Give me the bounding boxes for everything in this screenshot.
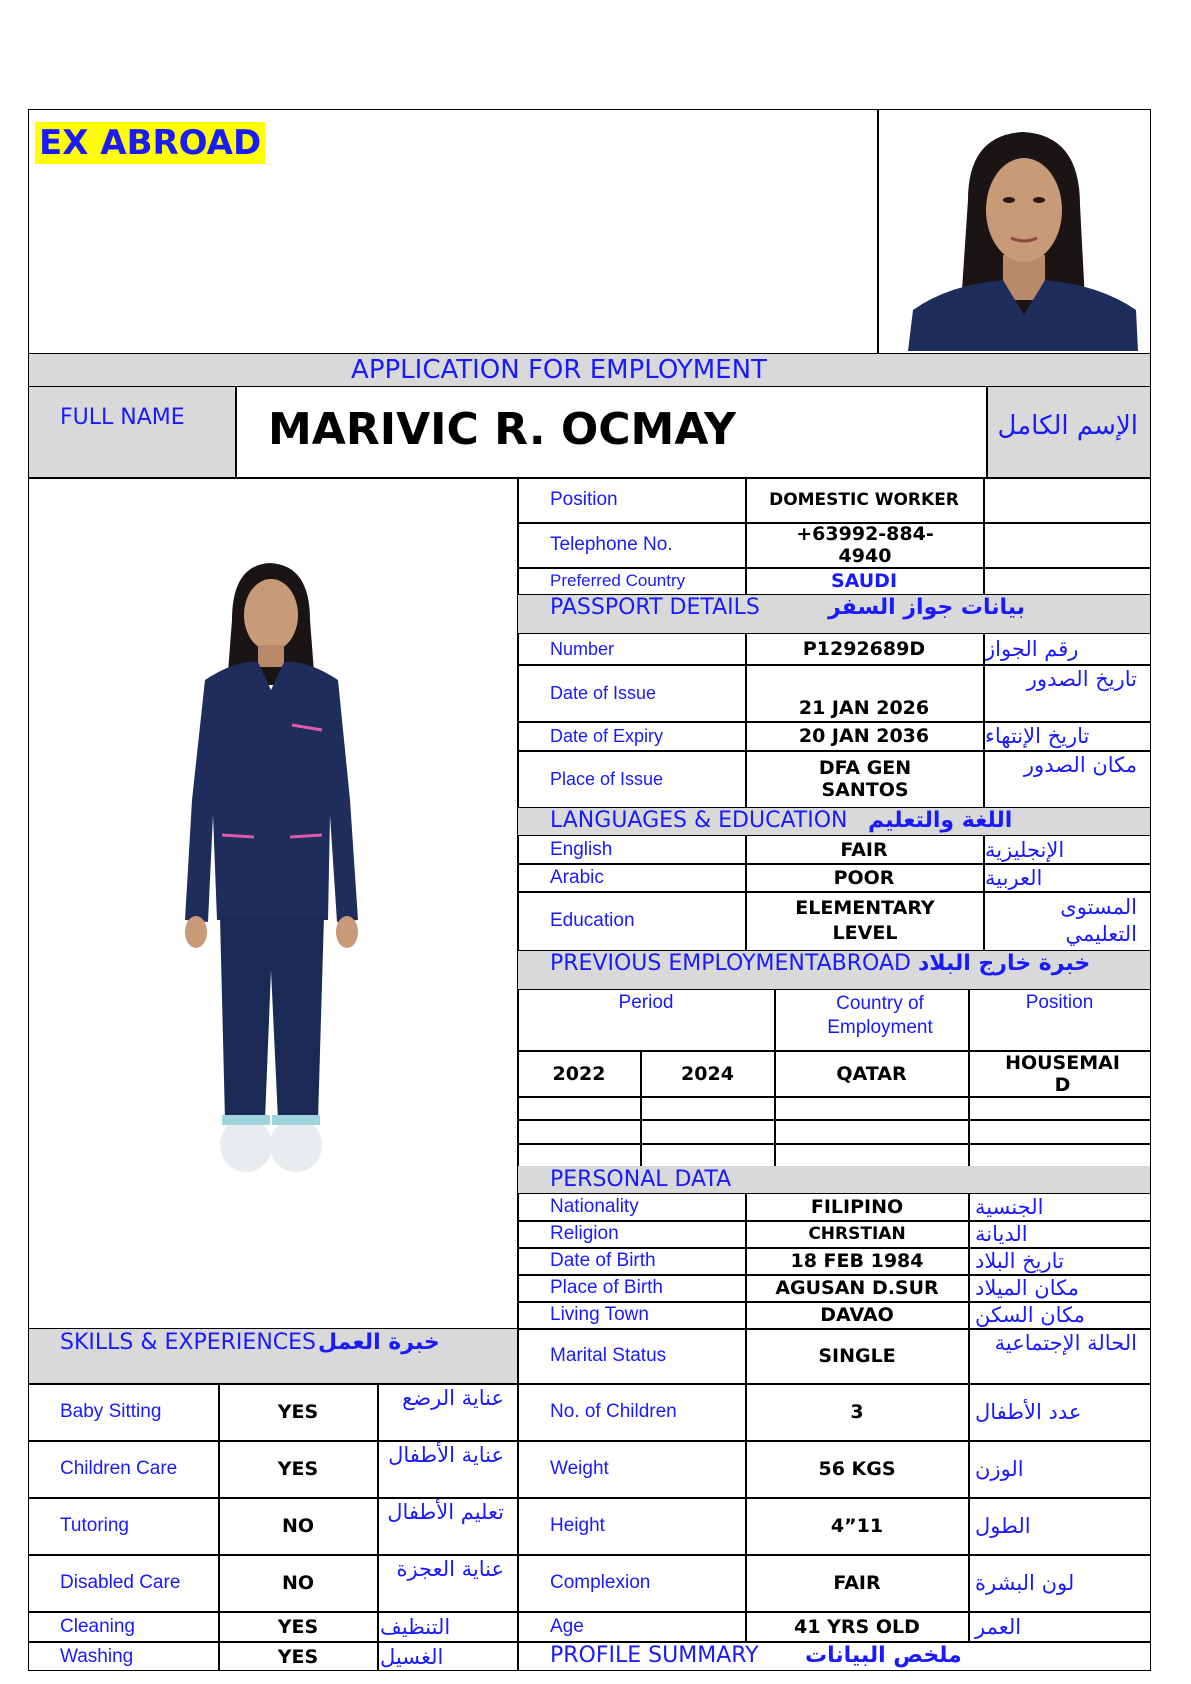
skill-tutoring-value: NO (281, 1515, 315, 1537)
education-value: ELEMENTARY LEVEL (795, 897, 935, 944)
complexion-ar: لون البشرة (975, 1571, 1075, 1595)
nationality-ar: الجنسية (975, 1195, 1044, 1219)
education-ar: المستوى التعليمي (1060, 895, 1137, 946)
skill-baby-sitting-value: YES (277, 1401, 319, 1423)
no-of-children-ar: عدد الأطفال (975, 1400, 1082, 1424)
skill-disabled-care-label: Disabled Care (60, 1572, 181, 1593)
passport-number-value: P1292689D (802, 638, 926, 660)
skill-washing-label: Washing (60, 1645, 134, 1667)
skill-disabled-care-ar: عناية العجزة (396, 1557, 504, 1581)
languages-section-title: LANGUAGES & EDUCATION (550, 808, 848, 833)
position-label: Position (550, 489, 618, 510)
telephone-value: +63992-884-4940 (796, 523, 934, 567)
marital-status-value: SINGLE (818, 1345, 896, 1367)
country-header: Country of Employment (827, 993, 933, 1038)
full-name-ar: الإسم الكامل (997, 411, 1138, 441)
date-of-expiry-ar: تاريخ الإنتهاء (985, 724, 1090, 748)
skill-cleaning-value: YES (277, 1615, 319, 1638)
profile-summary-title: PROFILE SUMMARY (550, 1643, 759, 1668)
date-of-expiry-value: 20 JAN 2036 (798, 725, 930, 747)
living-town-ar: مكان السكن (975, 1303, 1085, 1327)
preferred-country-label: Preferred Country (550, 571, 686, 590)
nationality-value: FILIPINO (810, 1196, 904, 1218)
place-of-issue-ar: مكان الصدور (1023, 753, 1137, 777)
height-label: Height (550, 1515, 605, 1536)
place-of-birth-ar: مكان الميلاد (975, 1276, 1079, 1300)
skill-baby-sitting-label: Baby Sitting (60, 1401, 162, 1422)
skill-tutoring-label: Tutoring (60, 1515, 129, 1536)
skills-section-title: SKILLS & EXPERIENCES (60, 1330, 316, 1355)
passport-section-title-ar: بيانات جواز السفر (828, 595, 1026, 620)
skill-children-care-value: YES (277, 1458, 319, 1480)
languages-section-title-ar: اللغة والتعليم (868, 808, 1013, 833)
skill-tutoring-ar: تعليم الأطفال (387, 1500, 504, 1524)
previous-employment-title-ar: خبرة خارج البلاد (918, 951, 1091, 976)
no-of-children-label: No. of Children (550, 1401, 677, 1422)
telephone-label: Telephone No. (550, 534, 673, 555)
skill-baby-sitting-ar: عناية الرضع (402, 1386, 504, 1410)
skill-washing-value: YES (277, 1645, 319, 1668)
date-of-birth-value: 18 FEB 1984 (790, 1250, 924, 1272)
english-value: FAIR (840, 838, 888, 861)
weight-ar: الوزن (975, 1457, 1024, 1481)
skill-washing-ar: الغسيل (380, 1644, 444, 1669)
marital-status-ar: الحالة الإجتماعية (994, 1331, 1137, 1355)
living-town-label: Living Town (550, 1304, 649, 1325)
prev-position: HOUSEMAID (1005, 1051, 1120, 1096)
place-of-issue-label: Place of Issue (550, 768, 664, 789)
skill-disabled-care-value: NO (281, 1572, 315, 1594)
prev-from-year: 2022 (552, 1062, 606, 1085)
headshot-photo (908, 120, 1138, 351)
nationality-label: Nationality (550, 1196, 639, 1217)
living-town-value: DAVAO (820, 1304, 894, 1326)
complexion-value: FAIR (833, 1572, 881, 1594)
personal-data-title: PERSONAL DATA (550, 1167, 732, 1192)
date-of-birth-ar: تاريخ البلاد (975, 1249, 1064, 1273)
english-label: English (550, 838, 613, 860)
date-of-expiry-label: Date of Expiry (550, 725, 664, 746)
prev-country: QATAR (836, 1062, 907, 1085)
form-title: APPLICATION FOR EMPLOYMENT (351, 355, 767, 385)
place-of-birth-value: AGUSAN D.SUR (775, 1277, 939, 1299)
english-ar: الإنجليزية (985, 837, 1065, 862)
date-of-issue-label: Date of Issue (550, 682, 657, 703)
date-of-birth-label: Date of Birth (550, 1250, 656, 1271)
skill-children-care-ar: عناية الأطفال (388, 1443, 504, 1467)
age-label: Age (550, 1615, 584, 1637)
position-header: Position (1025, 992, 1094, 1013)
religion-label: Religion (550, 1223, 619, 1244)
arabic-value: POOR (833, 866, 895, 889)
weight-label: Weight (550, 1458, 609, 1479)
passport-number-label: Number (550, 638, 615, 659)
arabic-label: Arabic (550, 866, 604, 888)
passport-number-ar: رقم الجواز (985, 637, 1079, 661)
previous-employment-title: PREVIOUS EMPLOYMENTABROAD (550, 951, 911, 976)
passport-section-title: PASSPORT DETAILS (550, 595, 760, 620)
age-ar: العمر (975, 1614, 1022, 1639)
place-of-birth-label: Place of Birth (550, 1277, 663, 1298)
skill-cleaning-ar: التنظيف (380, 1614, 451, 1639)
place-of-issue-value: DFA GEN SANTOS (818, 757, 912, 801)
period-header: Period (618, 992, 674, 1013)
date-of-issue-ar: تاريخ الصدور (1026, 667, 1137, 691)
position-value: DOMESTIC WORKER (769, 490, 959, 510)
height-ar: الطول (975, 1514, 1031, 1538)
religion-ar: الديانة (975, 1222, 1028, 1246)
profile-summary-title-ar: ملخص البيانات (805, 1643, 962, 1668)
skill-cleaning-label: Cleaning (60, 1615, 135, 1637)
complexion-label: Complexion (550, 1572, 651, 1593)
age-value: 41 YRS OLD (794, 1615, 920, 1638)
education-label: Education (550, 910, 635, 931)
date-of-issue-value: 21 JAN 2026 (798, 697, 930, 719)
full-name-label: FULL NAME (60, 405, 185, 430)
prev-to-year: 2024 (681, 1062, 734, 1085)
arabic-ar: العربية (985, 865, 1043, 890)
marital-status-label: Marital Status (550, 1345, 667, 1366)
full-body-photo (150, 560, 390, 1190)
religion-value: CHRSTIAN (808, 1224, 906, 1244)
preferred-country-value: SAUDI (830, 570, 898, 592)
no-of-children-value: 3 (850, 1401, 864, 1423)
weight-value: 56 KGS (818, 1458, 896, 1480)
skill-children-care-label: Children Care (60, 1458, 178, 1479)
height-value: 4”11 (830, 1515, 884, 1537)
agency-name: EX ABROAD (35, 122, 265, 164)
skills-section-title-ar: خبرة العمل (318, 1330, 440, 1355)
full-name-value: MARIVIC R. OCMAY (268, 404, 737, 455)
